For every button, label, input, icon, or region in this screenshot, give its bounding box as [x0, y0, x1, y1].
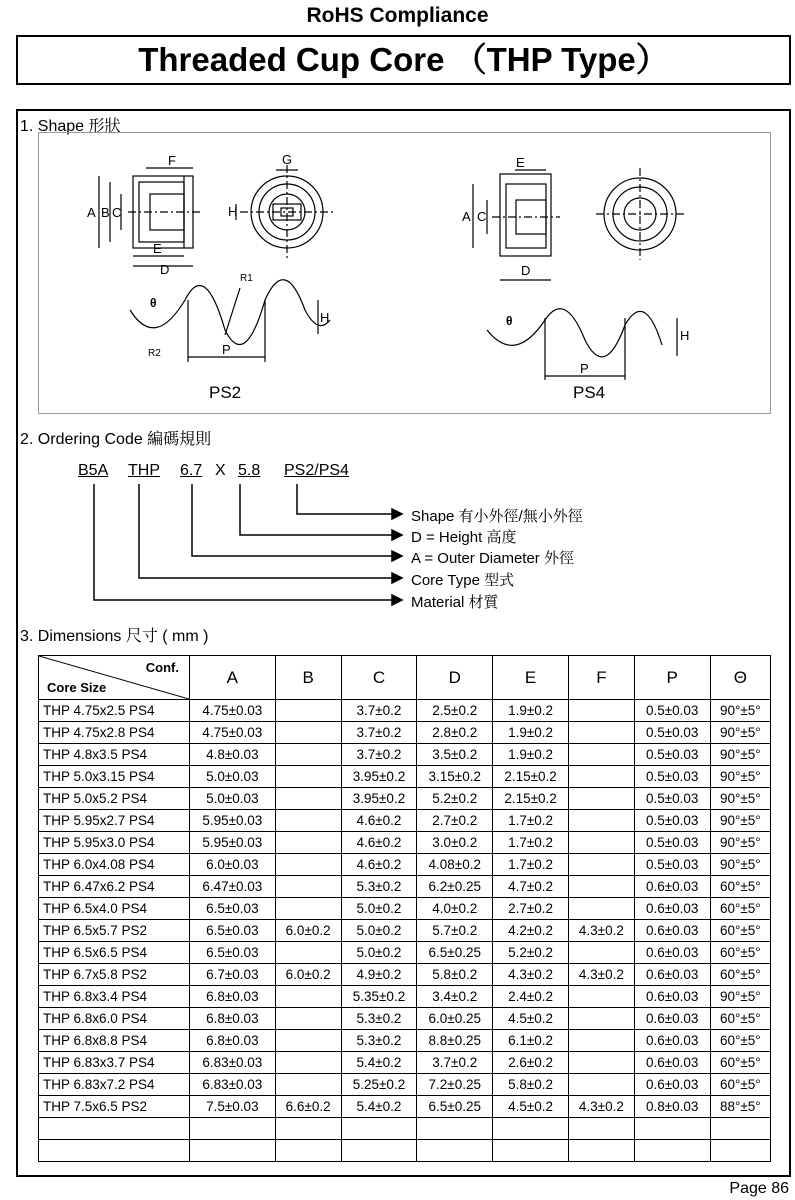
dimension-cell: [341, 1118, 417, 1140]
dimension-cell: [568, 876, 634, 898]
dim-label-d: D: [160, 262, 170, 277]
dimension-cell: 6.5±0.25: [417, 1096, 493, 1118]
dimension-cell: 90°±5°: [710, 700, 770, 722]
table-row: [39, 1030, 771, 1052]
dimension-cell: 3.15±0.2: [417, 766, 493, 788]
dimension-cell: 5.0±0.2: [341, 898, 417, 920]
table-row: [39, 832, 771, 854]
ordering-label-height: D = Height 高度: [411, 529, 517, 546]
col-header-d: D: [417, 656, 493, 700]
core-size-cell: THP 5.95x3.0 PS4: [39, 832, 190, 854]
dimension-cell: 5.7±0.2: [417, 920, 493, 942]
table-row: [39, 788, 771, 810]
dimension-cell: 6.5±0.03: [190, 942, 276, 964]
ordering-label-core-type: Core Type 型式: [411, 572, 515, 589]
dimension-cell: 60°±5°: [710, 1030, 770, 1052]
dimension-cell: 4.3±0.2: [568, 964, 634, 986]
dim-label-h: H: [228, 204, 238, 219]
dimension-cell: 6.5±0.03: [190, 898, 276, 920]
ordering-label-material: Material 材質: [411, 594, 499, 611]
dimension-cell: [417, 1118, 493, 1140]
dimension-cell: 0.6±0.03: [634, 898, 710, 920]
dimension-cell: [275, 788, 341, 810]
dimension-cell: 5.2±0.2: [493, 942, 569, 964]
core-size-cell: THP 5.0x5.2 PS4: [39, 788, 190, 810]
dimension-cell: 60°±5°: [710, 1052, 770, 1074]
dimension-cell: [493, 1140, 569, 1162]
table-row: [39, 1140, 771, 1162]
core-size-cell: [39, 1140, 190, 1162]
dimension-cell: [568, 1030, 634, 1052]
dimension-cell: 6.8±0.03: [190, 1030, 276, 1052]
dimension-cell: 5.3±0.2: [341, 1030, 417, 1052]
dimension-cell: [275, 700, 341, 722]
table-row: [39, 854, 771, 876]
dimension-cell: [568, 700, 634, 722]
col-header-p: P: [634, 656, 710, 700]
dimension-cell: 4.3±0.2: [568, 1096, 634, 1118]
dimension-cell: 7.2±0.25: [417, 1074, 493, 1096]
dimension-cell: 0.6±0.03: [634, 942, 710, 964]
dimension-cell: [634, 1118, 710, 1140]
dimension-cell: 0.6±0.03: [634, 1074, 710, 1096]
dimension-cell: 1.7±0.2: [493, 810, 569, 832]
dimension-cell: 4.5±0.2: [493, 1008, 569, 1030]
col-header-f: F: [568, 656, 634, 700]
ps4-dim-label-a: A: [462, 209, 471, 224]
dimension-cell: 5.8±0.2: [417, 964, 493, 986]
dimension-cell: 4.08±0.2: [417, 854, 493, 876]
dimension-cell: 0.6±0.03: [634, 964, 710, 986]
dimension-cell: 5.3±0.2: [341, 876, 417, 898]
dimension-cell: [568, 1118, 634, 1140]
dimension-cell: 6.47±0.03: [190, 876, 276, 898]
dimension-cell: 4.8±0.03: [190, 744, 276, 766]
table-row: [39, 722, 771, 744]
dimension-cell: 60°±5°: [710, 1008, 770, 1030]
dim-label-f: F: [168, 153, 176, 168]
dimension-cell: 6.0±0.03: [190, 854, 276, 876]
ps4-dim-label-h: H: [680, 328, 690, 343]
dimension-cell: 6.0±0.25: [417, 1008, 493, 1030]
dimension-cell: [275, 832, 341, 854]
dimension-cell: 6.0±0.2: [275, 964, 341, 986]
dimension-cell: 5.4±0.2: [341, 1052, 417, 1074]
dimension-cell: [568, 1008, 634, 1030]
core-size-cell: [39, 1118, 190, 1140]
ps4-dim-label-c: C: [477, 209, 487, 224]
dimension-cell: 3.7±0.2: [417, 1052, 493, 1074]
core-size-cell: THP 6.5x5.7 PS2: [39, 920, 190, 942]
dimension-cell: [568, 898, 634, 920]
dimension-cell: [417, 1140, 493, 1162]
dimension-cell: 6.0±0.2: [275, 920, 341, 942]
dimension-cell: 60°±5°: [710, 942, 770, 964]
table-row: [39, 1096, 771, 1118]
dimension-cell: 60°±5°: [710, 1074, 770, 1096]
dimension-cell: 5.0±0.2: [341, 920, 417, 942]
dim-label-a: A: [87, 205, 96, 220]
dimension-cell: 0.6±0.03: [634, 920, 710, 942]
dimension-cell: [275, 1074, 341, 1096]
dimension-cell: 0.6±0.03: [634, 1030, 710, 1052]
core-size-cell: THP 6.8x3.4 PS4: [39, 986, 190, 1008]
table-header-row: [39, 656, 771, 700]
ordering-label-shape: Shape 有小外徑/無小外徑: [411, 508, 583, 525]
ps4-dim-label-p: P: [580, 361, 589, 376]
dimension-cell: 0.6±0.03: [634, 986, 710, 1008]
dimension-cell: [568, 942, 634, 964]
section-shape-heading: 1. Shape 形狀: [20, 118, 121, 135]
dimension-cell: 5.0±0.2: [341, 942, 417, 964]
col-header-b: B: [275, 656, 341, 700]
dimension-cell: 0.8±0.03: [634, 1096, 710, 1118]
dimension-cell: [634, 1140, 710, 1162]
dimension-cell: [568, 744, 634, 766]
dimension-cell: 3.95±0.2: [341, 788, 417, 810]
dimension-cell: [568, 788, 634, 810]
code-height: 5.8: [238, 462, 261, 479]
dimension-cell: [275, 1140, 341, 1162]
dimension-cell: 6.7±0.03: [190, 964, 276, 986]
dimension-cell: 4.6±0.2: [341, 832, 417, 854]
core-size-cell: THP 6.0x4.08 PS4: [39, 854, 190, 876]
core-size-cell: THP 4.8x3.5 PS4: [39, 744, 190, 766]
section-dimensions-heading: 3. Dimensions 尺寸 ( mm ): [20, 628, 209, 645]
dimension-cell: [568, 810, 634, 832]
dim-label-g: G: [282, 152, 293, 167]
code-separator: X: [215, 462, 226, 479]
code-core-type: THP: [128, 462, 160, 479]
dimension-cell: 0.5±0.03: [634, 744, 710, 766]
dimension-cell: 60°±5°: [710, 964, 770, 986]
dimension-cell: 0.5±0.03: [634, 788, 710, 810]
dimension-cell: 4.3±0.2: [493, 964, 569, 986]
dimension-cell: [190, 1140, 276, 1162]
table-row: [39, 876, 771, 898]
dimension-cell: [275, 766, 341, 788]
dimension-cell: 2.15±0.2: [493, 788, 569, 810]
dimension-cell: 4.3±0.2: [568, 920, 634, 942]
dimension-cell: [190, 1118, 276, 1140]
core-size-cell: THP 5.95x2.7 PS4: [39, 810, 190, 832]
dimension-cell: 6.83±0.03: [190, 1074, 276, 1096]
table-row: [39, 1008, 771, 1030]
dimension-cell: 3.95±0.2: [341, 766, 417, 788]
dimension-cell: 4.6±0.2: [341, 810, 417, 832]
dimension-cell: 5.25±0.2: [341, 1074, 417, 1096]
dimension-cell: 4.6±0.2: [341, 854, 417, 876]
table-row: [39, 1074, 771, 1096]
dimension-cell: 90°±5°: [710, 744, 770, 766]
dimension-cell: 5.8±0.2: [493, 1074, 569, 1096]
table-row: [39, 942, 771, 964]
dimension-cell: 5.0±0.03: [190, 788, 276, 810]
dimension-cell: 5.2±0.2: [417, 788, 493, 810]
table-row: [39, 986, 771, 1008]
core-size-cell: THP 6.47x6.2 PS4: [39, 876, 190, 898]
dimension-cell: [568, 1074, 634, 1096]
ps4-dim-label-e: E: [516, 155, 525, 170]
core-size-cell: THP 6.83x3.7 PS4: [39, 1052, 190, 1074]
dimension-cell: 2.4±0.2: [493, 986, 569, 1008]
dimension-cell: 2.7±0.2: [417, 810, 493, 832]
dimension-cell: [275, 942, 341, 964]
section-ordering-heading: 2. Ordering Code 編碼規則: [20, 431, 212, 448]
dimension-cell: [275, 876, 341, 898]
dimension-cell: 2.5±0.2: [417, 700, 493, 722]
dimension-cell: 5.95±0.03: [190, 810, 276, 832]
dimension-cell: 3.0±0.2: [417, 832, 493, 854]
table-row: [39, 700, 771, 722]
dimension-cell: 88°±5°: [710, 1096, 770, 1118]
dimension-cell: 6.5±0.03: [190, 920, 276, 942]
core-size-cell: THP 4.75x2.5 PS4: [39, 700, 190, 722]
dimension-cell: [710, 1140, 770, 1162]
core-size-cell: THP 7.5x6.5 PS2: [39, 1096, 190, 1118]
dimension-cell: 90°±5°: [710, 722, 770, 744]
dimension-cell: 4.2±0.2: [493, 920, 569, 942]
dimension-cell: 0.6±0.03: [634, 1052, 710, 1074]
core-size-cell: THP 6.8x8.8 PS4: [39, 1030, 190, 1052]
table-row: [39, 744, 771, 766]
dimension-cell: 5.35±0.2: [341, 986, 417, 1008]
dimension-cell: 5.0±0.03: [190, 766, 276, 788]
table-row: [39, 964, 771, 986]
dimension-cell: 4.7±0.2: [493, 876, 569, 898]
core-size-cell: THP 6.5x4.0 PS4: [39, 898, 190, 920]
dimension-cell: [275, 722, 341, 744]
dimension-cell: [275, 810, 341, 832]
dimension-cell: 6.2±0.25: [417, 876, 493, 898]
col-header-e: E: [493, 656, 569, 700]
dimension-cell: [275, 744, 341, 766]
dimension-cell: 0.5±0.03: [634, 810, 710, 832]
dimension-cell: 90°±5°: [710, 810, 770, 832]
corner-core-size-label: Core Size: [47, 680, 107, 695]
dimension-cell: [275, 986, 341, 1008]
dimension-cell: 6.8±0.03: [190, 1008, 276, 1030]
dimension-cell: [275, 854, 341, 876]
core-size-cell: THP 6.83x7.2 PS4: [39, 1074, 190, 1096]
table-row: [39, 898, 771, 920]
table-row: [39, 766, 771, 788]
dimension-cell: [275, 1008, 341, 1030]
dim-label-p: P: [222, 342, 231, 357]
dim-label-e: E: [153, 241, 162, 256]
dimension-cell: 4.5±0.2: [493, 1096, 569, 1118]
dimension-cell: 3.5±0.2: [417, 744, 493, 766]
dimensions-table: [38, 655, 771, 1162]
dimension-cell: 1.9±0.2: [493, 722, 569, 744]
dimension-cell: 0.5±0.03: [634, 700, 710, 722]
dimension-cell: 3.7±0.2: [341, 744, 417, 766]
dimension-cell: 1.9±0.2: [493, 700, 569, 722]
dimension-cell: 6.6±0.2: [275, 1096, 341, 1118]
dimension-cell: 90°±5°: [710, 766, 770, 788]
dimension-cell: 4.9±0.2: [341, 964, 417, 986]
table-row: [39, 1052, 771, 1074]
dimension-cell: 90°±5°: [710, 832, 770, 854]
ps4-dim-label-d: D: [521, 263, 531, 278]
dimension-cell: 0.6±0.03: [634, 876, 710, 898]
dimension-cell: [710, 1118, 770, 1140]
dim-label-h2: H: [320, 310, 330, 325]
dimension-cell: [275, 898, 341, 920]
dimension-cell: [568, 854, 634, 876]
col-header-c: C: [341, 656, 417, 700]
dimension-cell: 4.75±0.03: [190, 722, 276, 744]
ps2-label: PS2: [209, 383, 242, 402]
table-corner-cell: [39, 656, 190, 700]
page-title: Threaded Cup Core （THP Type）: [16, 35, 791, 85]
dimension-cell: 3.7±0.2: [341, 700, 417, 722]
dimension-cell: 0.5±0.03: [634, 722, 710, 744]
code-shape: PS2/PS4: [284, 462, 349, 479]
dimension-cell: 1.7±0.2: [493, 832, 569, 854]
dimension-cell: 5.95±0.03: [190, 832, 276, 854]
dimension-cell: 1.9±0.2: [493, 744, 569, 766]
ps4-dim-label-theta: θ: [506, 314, 513, 328]
core-size-cell: THP 6.8x6.0 PS4: [39, 1008, 190, 1030]
dimension-cell: 2.7±0.2: [493, 898, 569, 920]
dimension-cell: [568, 722, 634, 744]
page-number: Page 86: [729, 1180, 789, 1197]
core-size-cell: THP 4.75x2.8 PS4: [39, 722, 190, 744]
dim-label-r2: R2: [148, 348, 161, 359]
dimension-cell: 6.1±0.2: [493, 1030, 569, 1052]
dimension-cell: [275, 1118, 341, 1140]
dimension-cell: 60°±5°: [710, 920, 770, 942]
dimension-cell: [568, 1052, 634, 1074]
dimension-cell: 6.5±0.25: [417, 942, 493, 964]
dim-label-c: C: [112, 205, 122, 220]
table-row: [39, 920, 771, 942]
code-material: B5A: [78, 462, 109, 479]
corner-conf-label: Conf.: [145, 660, 179, 675]
dimension-cell: [568, 1140, 634, 1162]
dimension-cell: 0.5±0.03: [634, 766, 710, 788]
dimension-cell: 1.7±0.2: [493, 854, 569, 876]
table-body: [39, 700, 771, 1162]
dimension-cell: [275, 1030, 341, 1052]
code-diameter: 6.7: [180, 462, 203, 479]
table-row: [39, 1118, 771, 1140]
col-header-theta: Θ: [710, 656, 770, 700]
dim-label-b: B: [101, 205, 110, 220]
rohs-heading: RoHS Compliance: [306, 4, 489, 27]
dimension-cell: 0.5±0.03: [634, 832, 710, 854]
dimension-cell: 3.4±0.2: [417, 986, 493, 1008]
dimension-cell: 90°±5°: [710, 788, 770, 810]
ordering-label-diameter: A = Outer Diameter 外徑: [411, 550, 574, 567]
core-size-cell: THP 5.0x3.15 PS4: [39, 766, 190, 788]
core-size-cell: THP 6.7x5.8 PS2: [39, 964, 190, 986]
dimension-cell: 2.15±0.2: [493, 766, 569, 788]
dimension-cell: 5.3±0.2: [341, 1008, 417, 1030]
dimension-cell: 6.8±0.03: [190, 986, 276, 1008]
dimension-cell: 6.83±0.03: [190, 1052, 276, 1074]
dimension-cell: 0.6±0.03: [634, 1008, 710, 1030]
core-size-cell: THP 6.5x6.5 PS4: [39, 942, 190, 964]
ps4-label: PS4: [573, 383, 606, 402]
dimension-cell: 60°±5°: [710, 876, 770, 898]
dimension-cell: 3.7±0.2: [341, 722, 417, 744]
dimension-cell: 60°±5°: [710, 898, 770, 920]
dimension-cell: 4.75±0.03: [190, 700, 276, 722]
dimension-cell: [341, 1140, 417, 1162]
dimension-cell: 2.6±0.2: [493, 1052, 569, 1074]
dimension-cell: 5.4±0.2: [341, 1096, 417, 1118]
dimension-cell: 2.8±0.2: [417, 722, 493, 744]
dimension-cell: 4.0±0.2: [417, 898, 493, 920]
dimension-cell: [493, 1118, 569, 1140]
dimension-cell: 90°±5°: [710, 854, 770, 876]
dimension-cell: [568, 986, 634, 1008]
dimension-cell: 8.8±0.25: [417, 1030, 493, 1052]
dimension-cell: 0.5±0.03: [634, 854, 710, 876]
table-row: [39, 810, 771, 832]
dim-label-r1: R1: [240, 273, 253, 284]
dimension-cell: [568, 832, 634, 854]
col-header-a: A: [190, 656, 276, 700]
dimension-cell: [275, 1052, 341, 1074]
dimension-cell: 7.5±0.03: [190, 1096, 276, 1118]
dimension-cell: [568, 766, 634, 788]
dim-label-theta: θ: [150, 296, 157, 310]
dimension-cell: 90°±5°: [710, 986, 770, 1008]
